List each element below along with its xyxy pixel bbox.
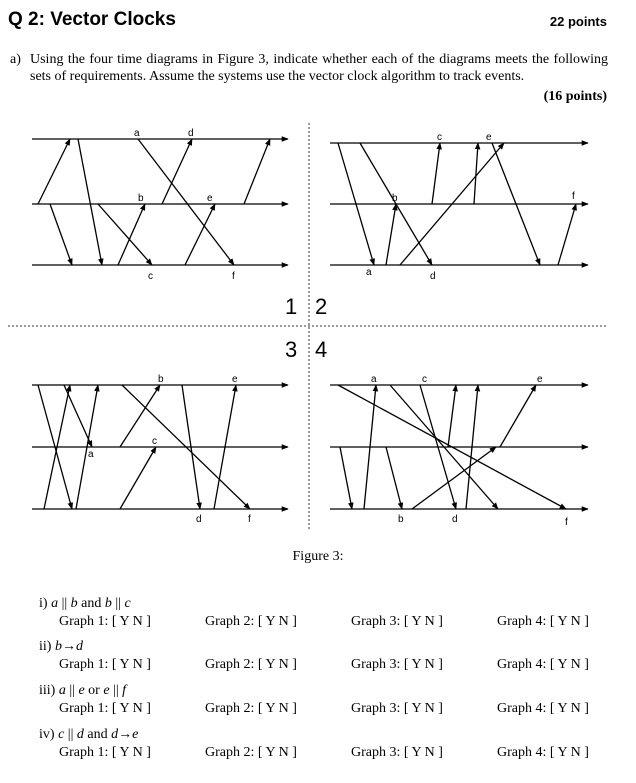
event-label: a: [88, 449, 94, 460]
event-label: b: [138, 193, 144, 204]
yn-choice[interactable]: [ Y N ]: [549, 745, 589, 760]
operator: ||: [61, 596, 68, 611]
event-label: f: [248, 514, 251, 525]
graph-label: Graph 4:: [497, 614, 547, 629]
answer-graph-1[interactable]: [59, 701, 151, 717]
event-label: d: [452, 514, 458, 525]
operator: ||: [113, 683, 119, 698]
connector: and: [87, 727, 108, 742]
item-number: iv): [39, 727, 55, 742]
quadrant-number-4: 4: [315, 337, 328, 362]
answer-graph-1[interactable]: [59, 614, 151, 630]
graph-label: Graph 4:: [497, 657, 547, 672]
message-arrow: [118, 204, 145, 265]
message-arrow: [386, 204, 396, 265]
answer-graph-2[interactable]: [205, 745, 297, 761]
answer-graph-1[interactable]: [59, 657, 151, 673]
answer-graph-3[interactable]: [351, 745, 443, 761]
event-d: c: [124, 596, 131, 611]
answer-graph-4[interactable]: [497, 701, 589, 717]
graph-label: Graph 2:: [205, 701, 255, 716]
yn-choice[interactable]: [ Y N ]: [403, 614, 443, 629]
answer-graph-4[interactable]: [497, 614, 589, 630]
answer-graph-2[interactable]: [205, 701, 297, 717]
answer-graph-3[interactable]: [351, 701, 443, 717]
yn-choice[interactable]: [ Y N ]: [549, 614, 589, 629]
yn-choice[interactable]: [ Y N ]: [111, 701, 151, 716]
event-c: e: [103, 683, 110, 698]
yn-choice[interactable]: [ Y N ]: [403, 701, 443, 716]
message-arrow: [98, 204, 152, 265]
item-iii-condition: [39, 683, 126, 699]
connector: and: [81, 596, 102, 611]
event-b: d: [76, 727, 84, 742]
event-label: e: [537, 374, 543, 385]
yn-choice[interactable]: [ Y N ]: [257, 745, 297, 760]
event-label: d: [188, 128, 194, 139]
message-arrow: [448, 385, 456, 447]
message-arrow: [78, 139, 102, 265]
yn-choice[interactable]: [ Y N ]: [111, 614, 151, 629]
event-c: b: [104, 596, 112, 611]
event-label: c: [148, 271, 153, 282]
part-text: Using the four time diagrams in Figure 3, indicate whether each of the diagrams meets the following sets of requirements. Assume the systems use the vector clock algorithm to track events.: [30, 52, 608, 84]
yn-choice[interactable]: [ Y N ]: [111, 657, 151, 672]
answer-graph-3[interactable]: [351, 614, 443, 630]
message-arrow: [120, 447, 156, 509]
event-a: c: [58, 727, 65, 742]
message-arrow: [38, 139, 70, 204]
event-label: b: [158, 374, 164, 385]
part-points: (16 points): [543, 89, 607, 104]
operator: ||: [115, 596, 121, 611]
answer-graph-4[interactable]: [497, 657, 589, 673]
event-label: f: [572, 191, 575, 202]
yn-choice[interactable]: [ Y N ]: [403, 657, 443, 672]
answer-graph-1[interactable]: [59, 745, 151, 761]
graph-label: Graph 1:: [59, 657, 109, 672]
event-label: f: [565, 517, 568, 528]
operator: ||: [69, 683, 75, 698]
event-label: b: [398, 514, 404, 525]
message-arrow: [50, 204, 72, 265]
message-arrow: [386, 447, 402, 509]
yn-choice[interactable]: [ Y N ]: [549, 657, 589, 672]
yn-choice[interactable]: [ Y N ]: [257, 614, 297, 629]
answer-graph-2[interactable]: [205, 614, 297, 630]
diagram-4: [330, 385, 588, 509]
part-label: a): [10, 52, 21, 67]
event-d: e: [132, 727, 139, 742]
answer-graph-3[interactable]: [351, 657, 443, 673]
quadrant-number-3: 3: [285, 337, 298, 362]
event-label: e: [207, 193, 213, 204]
message-arrow: [500, 385, 536, 447]
yn-choice[interactable]: [ Y N ]: [549, 701, 589, 716]
graph-label: Graph 2:: [205, 657, 255, 672]
event-label: d: [196, 514, 202, 525]
message-arrow: [162, 139, 192, 204]
message-arrow: [138, 139, 234, 265]
yn-choice[interactable]: [ Y N ]: [257, 657, 297, 672]
item-i-condition: [39, 596, 131, 612]
graph-label: Graph 2:: [205, 614, 255, 629]
operator: →: [61, 639, 76, 654]
connector: or: [88, 683, 100, 698]
event-label: a: [366, 267, 372, 278]
event-label: c: [422, 374, 427, 385]
question-title: Q 2: Vector Clocks: [8, 9, 176, 30]
event-label: e: [232, 374, 238, 385]
event-a: a: [51, 596, 59, 611]
graph-label: Graph 3:: [351, 614, 401, 629]
graph-label: Graph 4:: [497, 745, 547, 760]
operator: →: [118, 727, 133, 742]
graph-label: Graph 1:: [59, 614, 109, 629]
message-arrow: [244, 139, 270, 204]
yn-choice[interactable]: [ Y N ]: [111, 745, 151, 760]
yn-choice[interactable]: [ Y N ]: [257, 701, 297, 716]
diagram-1: [32, 139, 288, 265]
message-arrow: [558, 204, 576, 265]
message-arrow: [340, 447, 352, 509]
event-c: d: [111, 727, 119, 742]
event-d: f: [122, 683, 127, 698]
event-a: a: [58, 683, 66, 698]
answer-graph-4[interactable]: [497, 745, 589, 761]
event-b: d: [75, 639, 83, 654]
diagram-2: [330, 143, 588, 265]
item-number: ii): [39, 639, 52, 654]
event-label: c: [152, 436, 157, 447]
yn-choice[interactable]: [ Y N ]: [403, 745, 443, 760]
event-label: e: [486, 132, 492, 143]
event-label: a: [134, 128, 140, 139]
item-number: i): [39, 596, 48, 611]
quadrant-number-1: 1: [285, 294, 298, 319]
graph-label: Graph 1:: [59, 745, 109, 760]
event-label: b: [392, 193, 398, 204]
item-ii-condition: [39, 639, 83, 655]
item-number: iii): [39, 683, 56, 698]
graph-label: Graph 3:: [351, 701, 401, 716]
diagram-3: [32, 385, 288, 509]
graph-label: Graph 1:: [59, 701, 109, 716]
event-label: a: [371, 374, 377, 385]
part-a-prompt: [10, 51, 608, 85]
graph-label: Graph 3:: [351, 657, 401, 672]
quadrant-number-2: 2: [315, 294, 328, 319]
event-b: e: [78, 683, 85, 698]
graph-label: Graph 4:: [497, 701, 547, 716]
graph-label: Graph 3:: [351, 745, 401, 760]
message-arrow: [412, 447, 496, 509]
event-b: b: [70, 596, 78, 611]
question-points: 22 points: [549, 14, 607, 29]
answer-graph-2[interactable]: [205, 657, 297, 673]
operator: ||: [67, 727, 74, 742]
event-label: f: [232, 271, 235, 282]
graph-label: Graph 2:: [205, 745, 255, 760]
event-label: d: [430, 271, 436, 282]
event-a: b: [54, 639, 62, 654]
message-arrow: [432, 143, 440, 204]
item-iv-condition: [39, 727, 138, 743]
figure-3-diagrams: [0, 115, 636, 540]
event-label: c: [437, 132, 442, 143]
figure-caption: Figure 3:: [292, 549, 344, 564]
